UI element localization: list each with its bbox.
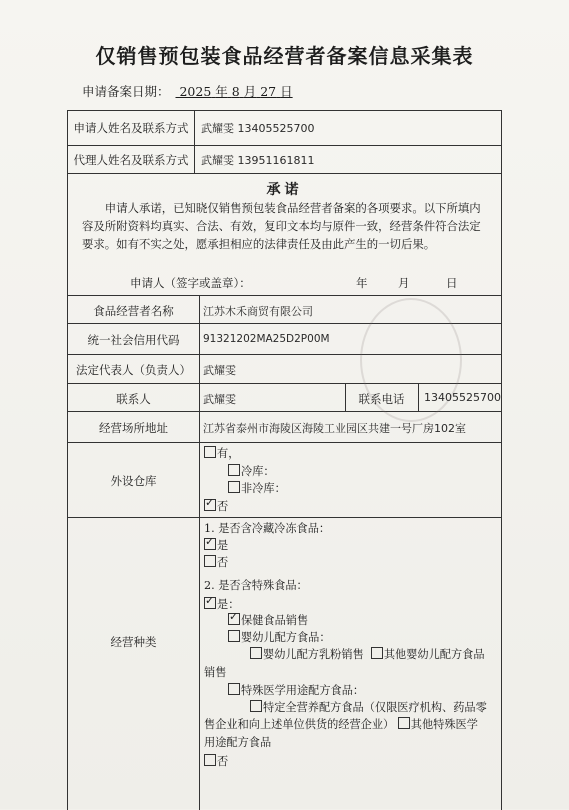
infant-other-checkbox[interactable]: [371, 647, 383, 659]
q1-yes-label: 是: [217, 539, 229, 552]
q2-no-label: 否: [217, 755, 229, 768]
q1-no-label: 否: [217, 556, 229, 569]
applicant-signature-label: 申请人（签字或盖章）：: [130, 276, 251, 290]
phone-value[interactable]: 13405525700: [424, 391, 501, 404]
q1-cold-food: 1. 是否含冷藏冷冻食品：: [204, 522, 331, 535]
promise-title: 承诺: [266, 182, 303, 198]
infant-formula-checkbox[interactable]: [228, 630, 240, 642]
legal-rep-value[interactable]: 武耀雯: [203, 364, 236, 377]
legal-rep-label: 法定代表人（负责人）: [76, 363, 191, 377]
special-medical-label: 特殊医学用途配方食品：: [241, 684, 365, 697]
q2-yes-label: 是：: [217, 598, 240, 611]
form-table: [67, 110, 502, 810]
warehouse-label: 外设仓库: [110, 474, 157, 488]
infant-milk-checkbox[interactable]: [250, 647, 262, 659]
date-label: 申请备案日期：: [82, 84, 170, 99]
promise-text: 申请人承诺，已知晓仅销售预包装食品经营者备案的各项要求。以下所填内容及所附资料均真实、合法、有效，复印文本均与原件一致，经营条件符合法定要求。如有不实之处，愿承担相应的法律责任及由此产生的一切后果。: [82, 201, 481, 251]
full-nutrition-checkbox[interactable]: [250, 700, 262, 712]
signature-year: 年: [356, 276, 368, 290]
warehouse-yes-checkbox[interactable]: [204, 446, 216, 458]
contact-value[interactable]: 武耀雯: [203, 393, 236, 406]
q1-no-checkbox[interactable]: [204, 555, 216, 567]
infant-other-cont: 销售: [204, 666, 227, 679]
warehouse-cold-label: 冷库：: [241, 465, 275, 478]
q1-yes-checkbox[interactable]: [204, 538, 216, 550]
other-medical-checkbox[interactable]: [398, 717, 410, 729]
date-day: 27: [260, 84, 277, 99]
other-medical-cont: 用途配方食品: [204, 736, 272, 749]
operator-name-value[interactable]: 江苏木禾商贸有限公司: [203, 305, 313, 318]
signature-day: 日: [446, 276, 458, 290]
credit-code-value[interactable]: 91321202MA25D2P00M: [203, 333, 330, 345]
signature-month: 月: [398, 276, 410, 290]
warehouse-noncold-label: 非冷库：: [241, 482, 286, 495]
applicant-label: 申请人姓名及联系方式: [73, 121, 189, 135]
applicant-value[interactable]: 武耀雯 13405525700: [201, 122, 315, 135]
date-month: 8: [231, 84, 240, 99]
warehouse-noncold-checkbox[interactable]: [228, 481, 240, 493]
q2-no-checkbox[interactable]: [204, 754, 216, 766]
operator-name-label: 食品经营者名称: [93, 304, 174, 318]
special-medical-checkbox[interactable]: [228, 683, 240, 695]
phone-label: 联系电话: [358, 392, 405, 406]
contact-label: 联系人: [116, 392, 151, 406]
date-year: 2025: [179, 84, 212, 99]
warehouse-no-label: 否: [217, 500, 229, 513]
q2-yes-checkbox[interactable]: [204, 597, 216, 609]
infant-formula-label: 婴幼儿配方食品：: [241, 631, 331, 644]
health-food-checkbox[interactable]: [228, 613, 240, 625]
agent-value[interactable]: 武耀雯 13951161811: [201, 154, 315, 167]
warehouse-no-checkbox[interactable]: [204, 499, 216, 511]
address-value[interactable]: 江苏省泰州市海陵区海陵工业园区共建一号厂房102室: [203, 422, 466, 435]
business-type-label: 经营种类: [110, 635, 157, 649]
other-medical-label: 其他特殊医学: [410, 718, 478, 731]
agent-label: 代理人姓名及联系方式: [73, 153, 189, 167]
full-nutrition-label: 特定全营养配方食品（仅限医疗机构、药品零: [263, 701, 487, 714]
warehouse-cold-checkbox[interactable]: [228, 464, 240, 476]
credit-code-label: 统一社会信用代码: [87, 333, 180, 347]
infant-other-label: 其他婴幼儿配方食品: [383, 648, 485, 661]
health-food-label: 保健食品销售: [241, 614, 309, 627]
full-nutrition-cont: 售企业和向上述单位供货的经营企业）: [204, 718, 395, 731]
infant-milk-label: 婴幼儿配方乳粉销售: [263, 648, 364, 661]
application-date: 申请备案日期： 2025 年 8 月 27 日: [82, 84, 293, 99]
address-label: 经营场所地址: [99, 421, 168, 435]
warehouse-yes-label: 有，: [217, 447, 240, 460]
q2-special-food: 2. 是否含特殊食品：: [204, 579, 308, 592]
form-title: 仅销售预包装食品经营者备案信息采集表: [95, 44, 474, 68]
